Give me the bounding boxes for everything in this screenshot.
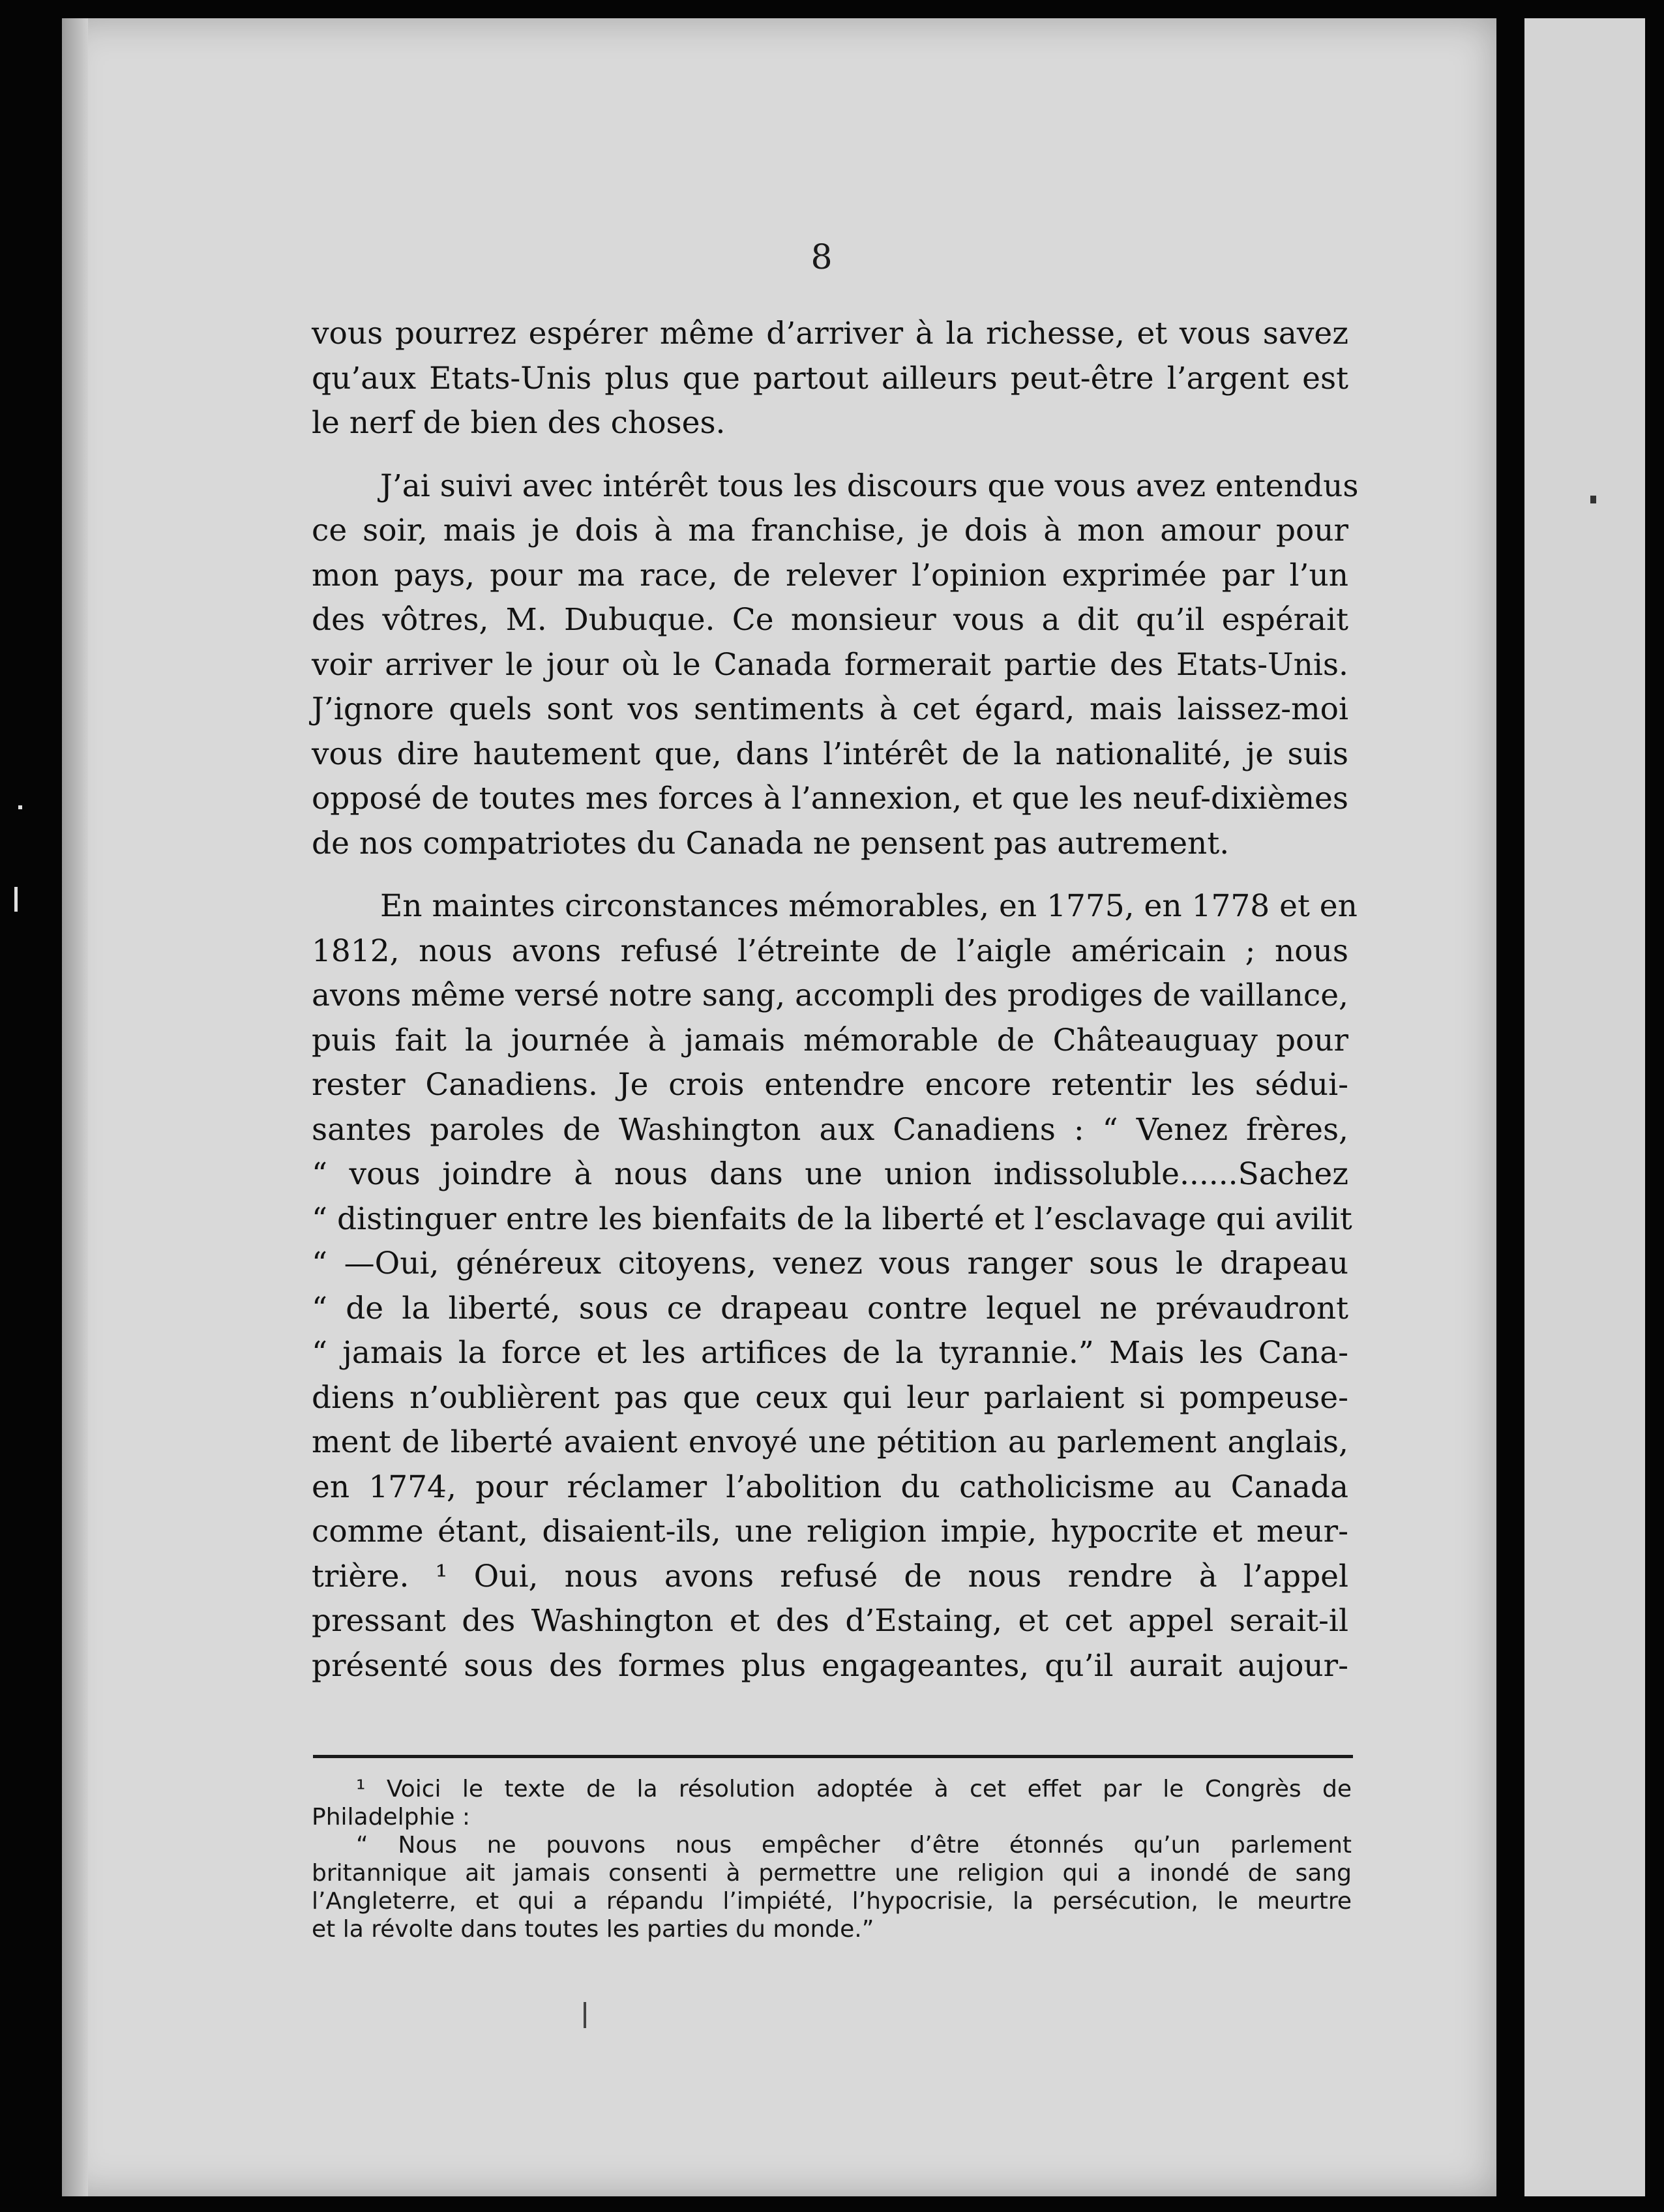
footnote-line: britannique ait jamais consenti à permettre une religion qui a inondé de sang [312,1860,1352,1887]
scan-speck [14,887,18,912]
text-line: “ distinguer entre les bienfaits de la liberté et l’esclavage qui avilit [312,1201,1352,1237]
scan-speck [1590,496,1596,503]
text-line: présenté sous des formes plus engageantes, qu’il aurait aujour- [312,1647,1348,1684]
footnote-line: ¹ Voici le texte de la résolution adoptée à cet effet par le Congrès de [356,1776,1352,1802]
text-line: diens n’oublièrent pas que ceux qui leur parlaient si pompeuse- [312,1379,1348,1416]
text-line: vous dire hautement que, dans l’intérêt de la nationalité, je suis [312,736,1348,772]
text-line: trière. ¹ Oui, nous avons refusé de nous rendre à l’appel [312,1558,1348,1594]
text-line: qu’aux Etats-Unis plus que partout ailleurs peut-être l’argent est [312,360,1348,396]
text-line: opposé de toutes mes forces à l’annexion, et que les neuf-dixièmes [312,781,1348,816]
text-line: J’ignore quels sont vos sentiments à cet égard, mais laissez-moi [312,691,1348,727]
paragraph-1 [312,312,1348,446]
text-line: mon pays, pour ma race, de relever l’opinion exprimée par l’un [312,557,1348,593]
page-binding-shadow [62,18,88,2196]
text-line: en 1774, pour réclamer l’abolition du catholicisme au Canada [312,1469,1348,1505]
text-line: “ de la liberté, sous ce drapeau contre lequel ne prévaudront [312,1290,1348,1326]
footnote-block [312,1775,1352,1943]
text-line: de nos compatriotes du Canada ne pensent pas autrement. [312,825,1230,861]
text-line: “ jamais la force et les artifices de la tyrannie.” Mais les Cana- [312,1335,1348,1371]
text-line: “ vous joindre à nous dans une union indissoluble......Sachez [312,1156,1348,1192]
footnote-line: “ Nous ne pouvons nous empêcher d’être étonnés qu’un parlement [356,1832,1352,1859]
text-line: rester Canadiens. Je crois entendre encore retentir les sédui- [312,1067,1348,1103]
text-line: santes paroles de Washington aux Canadiens : “ Venez frères, [312,1111,1348,1148]
text-line: comme étant, disaient-ils, une religion impie, hypocrite et meur- [312,1514,1348,1549]
scan-speck [584,2002,586,2028]
footnote-divider [313,1755,1353,1758]
scan-speck [18,805,22,809]
text-line: 1812, nous avons refusé l’étreinte de l’aigle américain ; nous [312,933,1348,969]
text-line: voir arriver le jour où le Canada formerait partie des Etats-Unis. [312,646,1348,683]
footnote-line: l’Angleterre, et qui a répandu l’impiété, l’hypocrisie, la persécution, le meurtre [312,1888,1352,1915]
text-line: ment de liberté avaient envoyé une pétition au parlement anglais, [312,1424,1348,1460]
text-line: ce soir, mais je dois à ma franchise, je dois à mon amour pour [312,513,1348,548]
text-line: vous pourrez espérer même d’arriver à la richesse, et vous savez [312,316,1348,351]
page-number: 8 [810,238,833,277]
text-line: des vôtres, M. Dubuque. Ce monsieur vous a dit qu’il espérait [312,602,1348,638]
footnote-line: et la révolte dans toutes les parties du monde.” [312,1916,874,1943]
paragraph-2 [312,464,1359,867]
body-text [312,312,1359,1707]
text-line: J’ai suivi avec intérêt tous les discours que vous avez entendus [380,468,1359,504]
text-line: puis fait la journée à jamais mémorable de Châteauguay pour [312,1022,1348,1058]
paragraph-3 [312,884,1358,1688]
adjacent-page-strip [1524,18,1645,2196]
footnote-line: Philadelphie : [312,1804,470,1831]
text-line: “ —Oui, généreux citoyens, venez vous ranger sous le drapeau [312,1246,1348,1281]
text-line: En maintes circonstances mémorables, en 1775, en 1778 et en [380,888,1358,924]
text-line: avons même versé notre sang, accompli des prodiges de vaillance, [312,978,1348,1013]
text-line: le nerf de bien des choses. [312,405,726,441]
text-line: pressant des Washington et des d’Estaing, et cet appel serait-il [312,1603,1348,1639]
